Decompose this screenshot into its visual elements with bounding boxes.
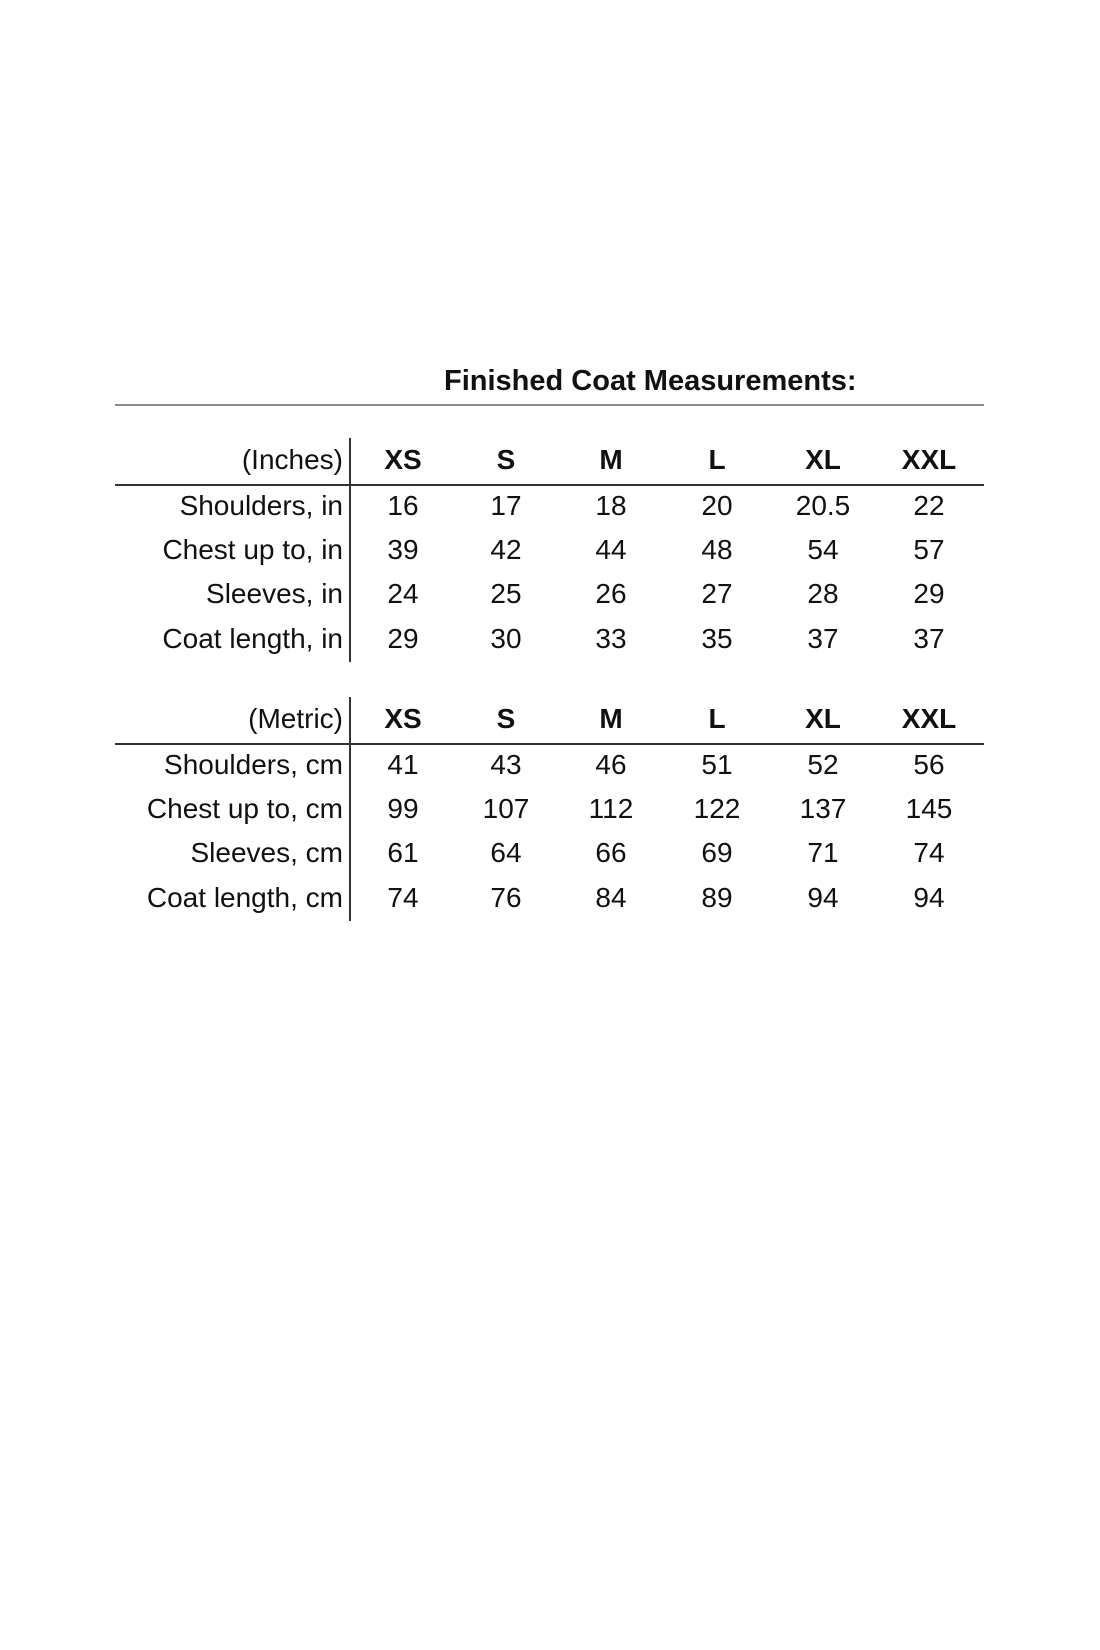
size-header-xxl: XXL — [901, 703, 957, 734]
table-cell: 122 — [693, 793, 741, 824]
table-cell: 51 — [701, 749, 733, 780]
table-cell: 29 — [913, 578, 945, 609]
row-label: Coat length, in — [162, 623, 343, 654]
table-row — [115, 528, 984, 572]
table-cell: 44 — [595, 534, 627, 565]
table-cell: 25 — [490, 578, 522, 609]
table-cell: 137 — [799, 793, 847, 824]
size-header-xs: XS — [384, 703, 422, 734]
size-header-s: S — [496, 703, 516, 734]
table-row — [115, 484, 984, 528]
table-row — [115, 617, 984, 661]
table-cell: 26 — [595, 578, 627, 609]
title-divider — [115, 404, 984, 406]
size-header-l: L — [708, 444, 726, 475]
table-cell: 30 — [490, 623, 522, 654]
row-label: Coat length, cm — [146, 882, 343, 913]
size-header-xxl: XXL — [901, 444, 957, 475]
table-cell: 37 — [807, 623, 839, 654]
table-header-row — [115, 697, 984, 741]
table-cell: 48 — [701, 534, 733, 565]
inches-table — [115, 438, 984, 662]
table-cell: 41 — [387, 749, 419, 780]
table-cell: 20 — [701, 490, 733, 521]
table-cell: 35 — [701, 623, 733, 654]
table-cell: 57 — [913, 534, 945, 565]
page-title: Finished Coat Measurements: — [444, 365, 857, 397]
unit-label: (Metric) — [248, 703, 343, 734]
table-cell: 107 — [482, 793, 530, 824]
size-header-xl: XL — [805, 703, 841, 734]
table-cell: 33 — [595, 623, 627, 654]
table-cell: 37 — [913, 623, 945, 654]
table-cell: 29 — [387, 623, 419, 654]
table-cell: 16 — [387, 490, 419, 521]
size-header-xs: XS — [384, 444, 422, 475]
size-header-m: M — [599, 703, 623, 734]
table-row — [115, 876, 984, 920]
table-cell: 43 — [490, 749, 522, 780]
table-cell: 22 — [913, 490, 945, 521]
table-header-row — [115, 438, 984, 482]
table-row — [115, 787, 984, 831]
unit-label: (Inches) — [241, 444, 343, 475]
size-header-xl: XL — [805, 444, 841, 475]
row-label: Sleeves, in — [206, 578, 343, 609]
table-cell: 74 — [913, 837, 945, 868]
table-cell: 74 — [387, 882, 419, 913]
table-row — [115, 831, 984, 875]
table-cell: 99 — [387, 793, 419, 824]
table-cell: 69 — [701, 837, 733, 868]
row-label: Sleeves, cm — [190, 837, 343, 868]
table-cell: 24 — [387, 578, 419, 609]
metric-table — [115, 697, 984, 921]
table-cell: 27 — [701, 578, 733, 609]
table-row — [115, 743, 984, 787]
table-row — [115, 572, 984, 616]
table-cell: 76 — [490, 882, 522, 913]
row-label: Chest up to, in — [162, 534, 343, 565]
table-cell: 94 — [807, 882, 839, 913]
table-cell: 39 — [387, 534, 419, 565]
table-cell: 89 — [701, 882, 733, 913]
table-cell: 54 — [807, 534, 839, 565]
size-header-s: S — [496, 444, 516, 475]
table-cell: 64 — [490, 837, 522, 868]
table-cell: 94 — [913, 882, 945, 913]
table-cell: 112 — [588, 793, 634, 824]
table-cell: 56 — [913, 749, 945, 780]
table-cell: 20.5 — [795, 490, 851, 521]
row-label: Shoulders, cm — [164, 749, 343, 780]
table-cell: 17 — [490, 490, 522, 521]
row-label: Chest up to, cm — [146, 793, 343, 824]
row-label: Shoulders, in — [179, 490, 343, 521]
table-cell: 145 — [905, 793, 953, 824]
table-cell: 46 — [595, 749, 627, 780]
table-cell: 52 — [807, 749, 839, 780]
table-cell: 84 — [595, 882, 627, 913]
size-header-m: M — [599, 444, 623, 475]
size-header-l: L — [708, 703, 726, 734]
table-cell: 42 — [490, 534, 522, 565]
table-cell: 61 — [387, 837, 419, 868]
table-cell: 28 — [807, 578, 839, 609]
table-cell: 66 — [595, 837, 627, 868]
table-cell: 71 — [807, 837, 839, 868]
table-cell: 18 — [595, 490, 627, 521]
